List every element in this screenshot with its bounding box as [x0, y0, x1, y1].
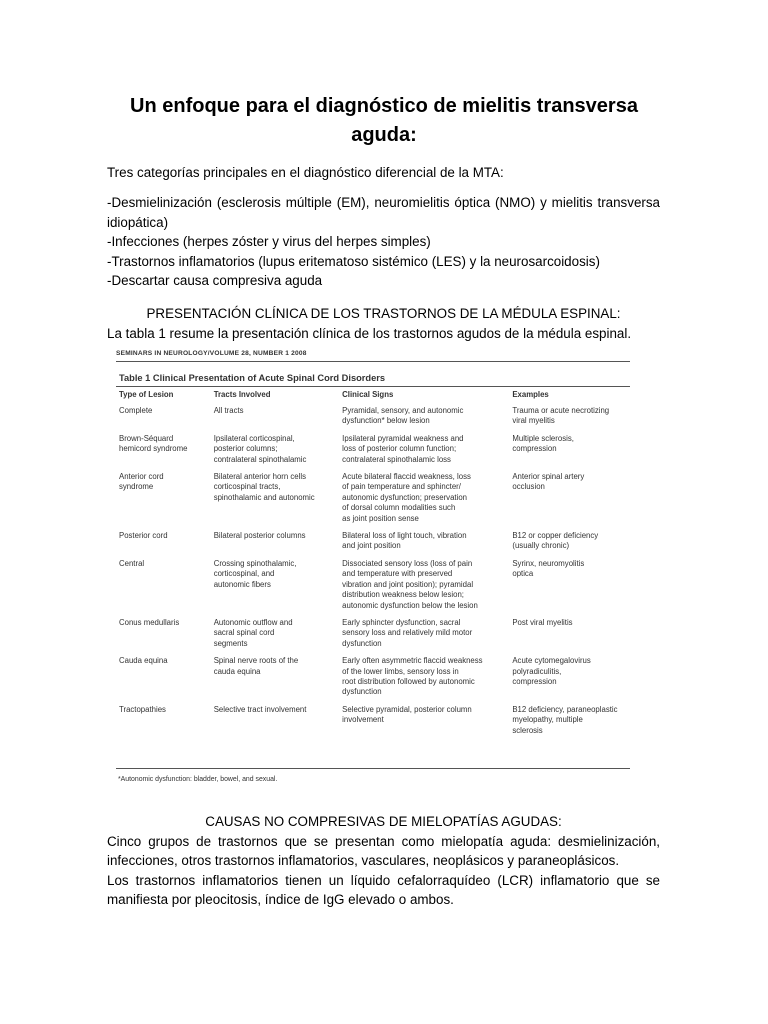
table-cell: Bilateral loss of light touch, vibration and joint position — [342, 531, 467, 551]
column-header: Examples — [512, 390, 549, 399]
column-header: Clinical Signs — [342, 390, 394, 399]
table-cell: Spinal nerve roots of the cauda equina — [213, 656, 299, 676]
intro-text: Tres categorías principales en el diagnóstico diferencial de la MTA: — [107, 165, 504, 180]
table-cell: Early sphincter dysfunction, sacral sensory loss and relatively mild motor dysfunction — [342, 617, 473, 648]
table-cell: Acute cytomegalovirus polyradiculitis, compression — [512, 656, 591, 686]
table-cell: Ipsilateral pyramidal weakness and loss of posterior column function; contralateral spinothalamic loss — [342, 433, 464, 464]
clinical-table — [118, 390, 630, 740]
category-item: -Infecciones (herpes zóster y virus del herpes simples) — [107, 234, 431, 249]
section-noncompressive-causes — [107, 812, 660, 910]
table-body — [118, 403, 630, 740]
table-cell: Post viral myelitis — [512, 617, 573, 627]
section-text: La tabla 1 resume la presentación clínica de los trastornos agudos de la médula espinal. — [107, 325, 632, 341]
divider — [116, 768, 630, 769]
category-item: -Trastornos inflamatorios (lupus eritematoso sistémico (LES) y la neurosarcoidosis) — [107, 253, 600, 269]
table-cell: Brown-Séquard hemicord syndrome — [119, 433, 188, 454]
table-cell: Autonomic outflow and sacral spinal cord segments — [213, 617, 293, 648]
table-cell: Central — [119, 558, 145, 568]
table-cell: Syrinx, neuromyolitis optica — [512, 558, 585, 579]
table-cell: Acute bilateral flaccid weakness, loss of pain temperature and sphincter/ autonomic dysfunction; preservation of dorsal column modalities such as joint position sense — [342, 472, 471, 523]
table-cell: Posterior cord — [119, 531, 168, 541]
table-cell: B12 deficiency, paraneoplastic myelopathy, multiple sclerosis — [512, 704, 618, 735]
section-clinical-presentation — [107, 304, 660, 343]
table-cell: Early often asymmetric flaccid weakness of the lower limbs, sensory loss in root distribution followed by autonomic dysfunction — [342, 656, 483, 697]
table-cell: Cauda equina — [119, 656, 168, 666]
category-list — [107, 193, 660, 291]
table-cell: Anterior cord syndrome — [119, 472, 164, 492]
table-image — [116, 350, 630, 792]
column-header: Tracts Involved — [213, 390, 271, 399]
table-row — [118, 469, 630, 528]
table-cell: Trauma or acute necrotizing viral myelitis — [512, 406, 610, 426]
table-row — [118, 615, 630, 653]
table-cell: Conus medullaris — [119, 617, 180, 627]
table-caption: Table 1 Clinical Presentation of Acute Spinal Cord Disorders — [119, 373, 386, 383]
divider — [116, 361, 630, 362]
column-header: Type of Lesion — [119, 390, 174, 399]
table-cell: Tractopathies — [119, 704, 166, 714]
table-cell: Selective tract involvement — [213, 704, 307, 714]
table-cell: Multiple sclerosis, compression — [512, 433, 574, 454]
journal-header: SEMINARS IN NEUROLOGY/VOLUME 28, NUMBER 1 2008 — [116, 350, 307, 357]
table-row — [118, 653, 630, 702]
table-cell: Pyramidal, sensory, and autonomic dysfunction* below lesion — [342, 406, 464, 426]
table-cell: Ipsilateral corticospinal, posterior columns; contralateral spinothalamic — [213, 433, 307, 464]
table-row — [118, 702, 630, 740]
table-footnote: *Autonomic dysfunction: bladder, bowel, and sexual. — [118, 776, 278, 783]
table-row — [118, 556, 630, 615]
table-cell: Bilateral posterior columns — [213, 531, 306, 541]
table-cell: Bilateral anterior horn cells corticospinal tracts, spinothalamic and autonomic — [213, 472, 315, 502]
table-cell: Complete — [119, 406, 153, 415]
table-cell: Crossing spinothalamic, corticospinal, and autonomic fibers — [213, 558, 297, 589]
table-row — [118, 528, 630, 556]
table-cell: Anterior spinal artery occlusion — [512, 472, 585, 492]
intro-paragraph — [107, 163, 660, 183]
table-cell: All tracts — [213, 406, 244, 415]
table-cell: Dissociated sensory loss (loss of pain and temperature with preserved vibration and joint position); pyramidal distribution weakness below lesion; autonomic dysfunction below the lesion — [342, 558, 478, 610]
section-text: Cinco grupos de trastornos que se presentan como mielopatía aguda: desmielinización, infecciones, otros trastornos inflamatorios, vasculares, neoplásicos y paraneoplásicos. — [107, 833, 660, 868]
section-text: Los trastornos inflamatorios tienen un líquido cefalorraquídeo (LCR) inflamatorio que se manifiesta por pleocitosis, índice de IgG elevado o ambos. — [107, 872, 660, 907]
section-heading: PRESENTACIÓN CLÍNICA DE LOS TRASTORNOS DE LA MÉDULA ESPINAL: — [146, 306, 621, 321]
category-item: -Descartar causa compresiva aguda — [107, 273, 323, 288]
table-cell: Selective pyramidal, posterior column involvement — [342, 704, 472, 725]
category-item: -Desmielinización (esclerosis múltiple (EM), neuromielitis óptica (NMO) y mielitis transversa idiopática) — [107, 195, 660, 230]
table-row — [118, 403, 630, 431]
divider — [116, 386, 630, 387]
document-title: Un enfoque para el diagnóstico de mielitis transversa aguda: — [130, 95, 638, 146]
table-header-row — [118, 390, 630, 403]
table-row — [118, 431, 630, 469]
table-cell: B12 or copper deficiency (usually chronic) — [512, 531, 599, 551]
section-heading: CAUSAS NO COMPRESIVAS DE MIELOPATÍAS AGUDAS: — [205, 814, 562, 829]
